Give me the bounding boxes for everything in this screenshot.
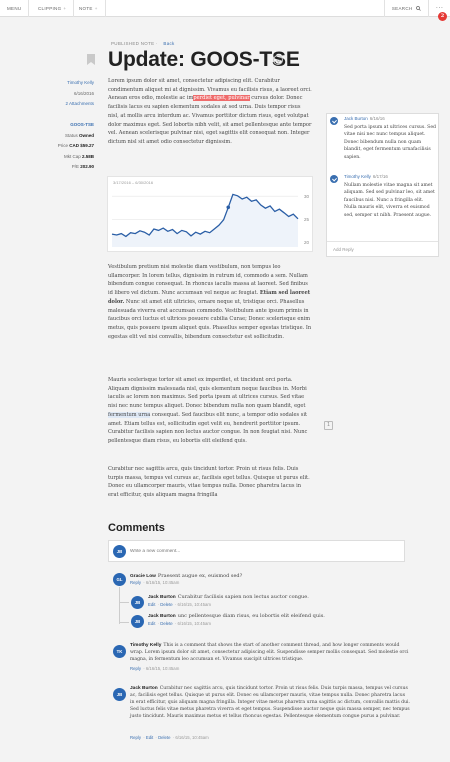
comment-text: unc pellentesque diam risus, eu lobortis elit eleifend quis. <box>177 613 325 619</box>
new-comment-box[interactable] <box>108 540 405 562</box>
chart-point-marker[interactable] <box>226 206 230 210</box>
side-comment-date: 6/17/16 <box>372 174 388 179</box>
comment-author[interactable]: Jack Burton <box>148 614 176 619</box>
edit-link[interactable]: Edit <box>148 602 156 607</box>
paragraph-text: cursus dolor. Donec facilisis lacus eu sapien elementum sodales at sed urna. Duis tempor risus nisl, at mollis arcu interdum ac. Vivamus porttitor dictum risus, eget volutpat dolor maximus eget. Sed lobortis nibh velit, sit amet pellentesque ante tempor vel. Aenean scelerisque pulvinar nisi, eget sagittis elit consequat non. Integer dictum nisl sit amet odio consectetur dignissim. <box>108 95 312 145</box>
paragraph-text: Vestibulum pretium nisi molestie diam vestibulum, non tempus leo ullamcorper. In lorem tellus, dignissim in rutrum id, commodo a sem. Nullam bibendum congue consequat. In rhoncus iaculis massa at laoreet. Sed finibus id libero vel dictum. Nunc accumsan vel neque ac feugiat. <box>108 264 308 297</box>
side-comment-thread <box>326 113 439 257</box>
comment-meta: Reply · 6/16/15, 10:45am <box>130 580 180 585</box>
comment-marker[interactable]: 1 <box>324 421 333 430</box>
delete-link[interactable]: Delete <box>158 735 171 740</box>
comment-meta: Edit · Delete · 6/16/15, 10:45am <box>148 621 211 626</box>
price-row <box>20 143 94 148</box>
menu-button[interactable] <box>0 0 29 17</box>
paragraph-text: consequat. Sed faucibus elit nunc, a tempor odio sodales sit amet. Etiam tellus est, sollicitudin eget velit eu, hendrerit porttitor ipsum. Curabitur facilisis sapien non lectus auctor congue. In non feugiat nisi. Nunc pellentesque diam risus, eu lobortis elit eleifend quis. <box>108 411 308 444</box>
menu-label: MENU <box>7 6 22 11</box>
add-reply-input[interactable]: Add Reply <box>327 241 438 257</box>
avatar: JB <box>131 596 144 609</box>
paragraph-text: Nunc sit amet elit ultricies, ornare neque ut, tristique orci. Phasellus malesuada viverra erat accumsan commodo. Vestibulum ante ipsum primis in faucibus orci luctus et ultrices posuere cubilia Curae; Donec scelerisque enim metus, quis posuere ipsum aliquet quis. Phasellus semper egestas tristique. In egestas elit vel nisi convallis, bibendum consectetur est sollicitudin. <box>108 298 312 340</box>
paragraph-text: Curabitur nec sagittis arcu, quis tincidunt tortor. Proin ut risus felis. Duis turpis massa, tempus vel cursus ac, facilisis eget tellus. Quisque ut purus elit. Donec eu ullamcorper mauris, vitae tempus nulla. Donec pharetra lacus in erat efficitur, quis aliquam magna fringilla <box>108 466 310 499</box>
page-title: Update: GOOS-TSE <box>108 48 300 71</box>
clipping-button[interactable] <box>31 0 74 17</box>
avatar: GL <box>113 573 126 586</box>
note-paragraph-3 <box>108 376 312 446</box>
comment-author[interactable]: Jack Burton <box>148 595 176 600</box>
ticker-link[interactable]: GOOS-TSE <box>70 122 94 127</box>
side-comment-author-name: Timothy Kelly <box>344 174 371 179</box>
side-comment-author-name: Jack Burton <box>344 116 368 121</box>
comment-anchor-text[interactable]: fermentum urna <box>108 411 151 418</box>
clipping-label: CLIPPING <box>38 6 62 11</box>
reply-link[interactable]: Reply <box>130 666 141 671</box>
back-link[interactable]: Back <box>163 41 175 46</box>
avatar: JB <box>131 615 144 628</box>
comment-author[interactable]: Jack Burton <box>130 686 158 691</box>
comment-text: Curabitur facilisis sapien non lectus auctor congue. <box>177 594 309 600</box>
highlighted-text[interactable]: perdiet eget, pulvinar <box>193 95 250 102</box>
note-paragraph-1 <box>108 77 312 147</box>
comments-title: Comments <box>108 522 165 534</box>
delete-link[interactable]: Delete <box>160 621 173 626</box>
more-icon: … <box>435 1 444 10</box>
mktcap-label: Mkt Cap <box>63 154 81 159</box>
breadcrumb-label: PUBLISHED NOTE <box>111 41 155 46</box>
status-label: Status <box>64 133 78 138</box>
series-area <box>112 194 298 247</box>
comment-check-icon[interactable] <box>330 117 338 125</box>
avatar: JB <box>113 545 126 558</box>
note-paragraph-4 <box>108 465 312 500</box>
price-chart <box>107 176 313 252</box>
edit-link[interactable]: Edit <box>148 621 156 626</box>
side-comment-author[interactable] <box>344 116 385 121</box>
y-tick-label: 20 <box>303 239 309 245</box>
avatar: JB <box>113 688 126 701</box>
breadcrumb <box>111 41 175 46</box>
comment-meta: Edit · Delete · 6/16/15, 10:45am <box>148 602 211 607</box>
breadcrumb-separator: · <box>156 41 158 46</box>
mktcap-row <box>20 154 94 159</box>
comment-author[interactable]: Gracie Low <box>130 574 156 579</box>
attachments-link[interactable]: 2 Attachments <box>65 101 94 106</box>
search-label: SEARCH <box>391 6 413 11</box>
status-value: Owned <box>78 133 94 138</box>
comment-meta: Reply · 6/16/15, 10:45am <box>130 666 180 671</box>
comment-body <box>130 643 410 664</box>
comment-text: Curabitur nec sagittis arcu, quis tincidunt tortor. Proin ut risus felis. Duis turpis massa, tempus vel cursus ac, facilisis eget tellus. Quisque ut purus elit. Donec eu ullamcorper mauris, vitae tempus nulla. Donec pharetra lacus in erat efficitur, quis aliquam magna fringilla. Integer vitae metus pharetra urna sagittis ac dictum, convallis mattis dui. Sed luctus felis vitae metus pharetra viverra et eget tempus. Suspendisse auctor neque quis massa semper, nec tempus justo tincidunt. Mauris maximus metus et tellus rhoncus egestas. Pellentesque elementum congue purus a pulvinar. <box>130 686 410 719</box>
author-link[interactable]: Timothy Kelly <box>67 80 94 85</box>
pe-row <box>20 164 94 169</box>
comment-check-icon[interactable] <box>330 175 338 183</box>
comment-date: 6/16/15, 10:45am <box>177 602 211 607</box>
comment-text: Praesent augue ex, euismod sed? <box>157 573 243 579</box>
price-label: Price <box>57 143 68 148</box>
note-date: 6/16/2016 <box>73 91 94 96</box>
delete-link[interactable]: Delete <box>160 602 173 607</box>
search-icon <box>416 6 421 11</box>
top-bar <box>0 0 450 17</box>
bookmark-icon[interactable] <box>87 54 95 65</box>
status-row <box>20 133 94 138</box>
comment-meta: Reply · Edit · Delete · 6/16/15, 10:45am <box>130 735 209 740</box>
search-button[interactable] <box>384 0 428 17</box>
side-comment-date: 6/16/16 <box>369 116 385 121</box>
notification-badge[interactable]: 2 <box>438 12 447 21</box>
comment-date: 6/16/15, 10:45am <box>145 666 180 671</box>
paragraph-text: Lorem ipsum dolor sit amet, consectetur adipiscing elit. Curabitur condimentum aliquet mi at dignissim. Vivamus eu facilisis risus, a laoreet orci. Aenean eros odio, molestie ac im <box>108 78 312 102</box>
avatar: TK <box>113 645 126 658</box>
title-options-button[interactable] <box>273 55 283 65</box>
reply-link[interactable]: Reply <box>130 580 141 585</box>
comment-date: 6/16/15, 10:45am <box>145 580 180 585</box>
thread-connector <box>119 612 129 623</box>
price-value: CAD $59.27 <box>69 143 94 148</box>
y-tick-label: 30 <box>303 193 309 199</box>
comment-body <box>148 594 408 601</box>
comment-text: This is a comment that shows the start of another comment thread, and how longer comments would wrap. Lorem ipsum dolor sit amet, consectetur adipiscing elit. Suspendisse semper mollis consequat. Sed molestie orci magna, in fermentum leo accumsan et. Vivamus suscipit ultrices tristique. <box>130 643 409 662</box>
pe-value: 202.90 <box>80 164 94 169</box>
note-label: NOTE <box>79 6 93 11</box>
paragraph-text: Mauris scelerisque tortor sit amet ex imperdiet, et tincidunt orci porta. Aliquam dignissim malesuada nisl, quis elementum neque faucibus in. Morbi iaculis ac lorem non maximus. Sed porta ipsum at ultrices cursus. Sed vitae nisi nec nunc tempus aliquet. Donec bibendum nulla non quam blandit, eget <box>108 377 307 410</box>
plus-icon: + <box>63 6 67 11</box>
comment-author[interactable]: Timothy Kelly <box>130 643 162 648</box>
comment-date: 6/16/15, 10:45am <box>177 621 211 626</box>
edit-link[interactable]: Edit <box>145 735 154 740</box>
comment-body <box>148 613 408 620</box>
chart-plot <box>108 177 312 251</box>
note-paragraph-2 <box>108 263 312 341</box>
side-comment-text: Sed porta ipsum at ultrices cursus. Sed vitae nisi nec nunc tempus aliquet. Donec bibendum nulla non quam blandit, eget fermentum urnafacilisis sapien. <box>344 125 436 160</box>
y-tick-label: 25 <box>303 216 309 222</box>
plus-icon: + <box>94 6 98 11</box>
side-comment-author[interactable] <box>344 174 388 179</box>
new-comment-input[interactable] <box>130 546 390 557</box>
comment-body <box>130 686 410 721</box>
pe-label: P/E <box>71 164 79 169</box>
note-button[interactable] <box>72 0 106 17</box>
reply-link[interactable]: Reply <box>130 735 141 740</box>
mktcap-value: 2.58B <box>81 154 94 159</box>
side-comment-text: Nullam molestie vitae magna sit amet aliquam. Sed sed pulvinar leo, sit amet faucibus nisi. Nunc a fringilla elit. Nulla mauris elit, viverra et euismod sed, semper ut nibh. Praesent augue. <box>344 183 435 218</box>
comment-date: 6/16/15, 10:45am <box>175 735 209 740</box>
bold-text: Etiam sed laoreet dolor. <box>108 290 311 305</box>
chart-date-range: 3/17/2016 – 6/30/2016 <box>113 180 154 185</box>
